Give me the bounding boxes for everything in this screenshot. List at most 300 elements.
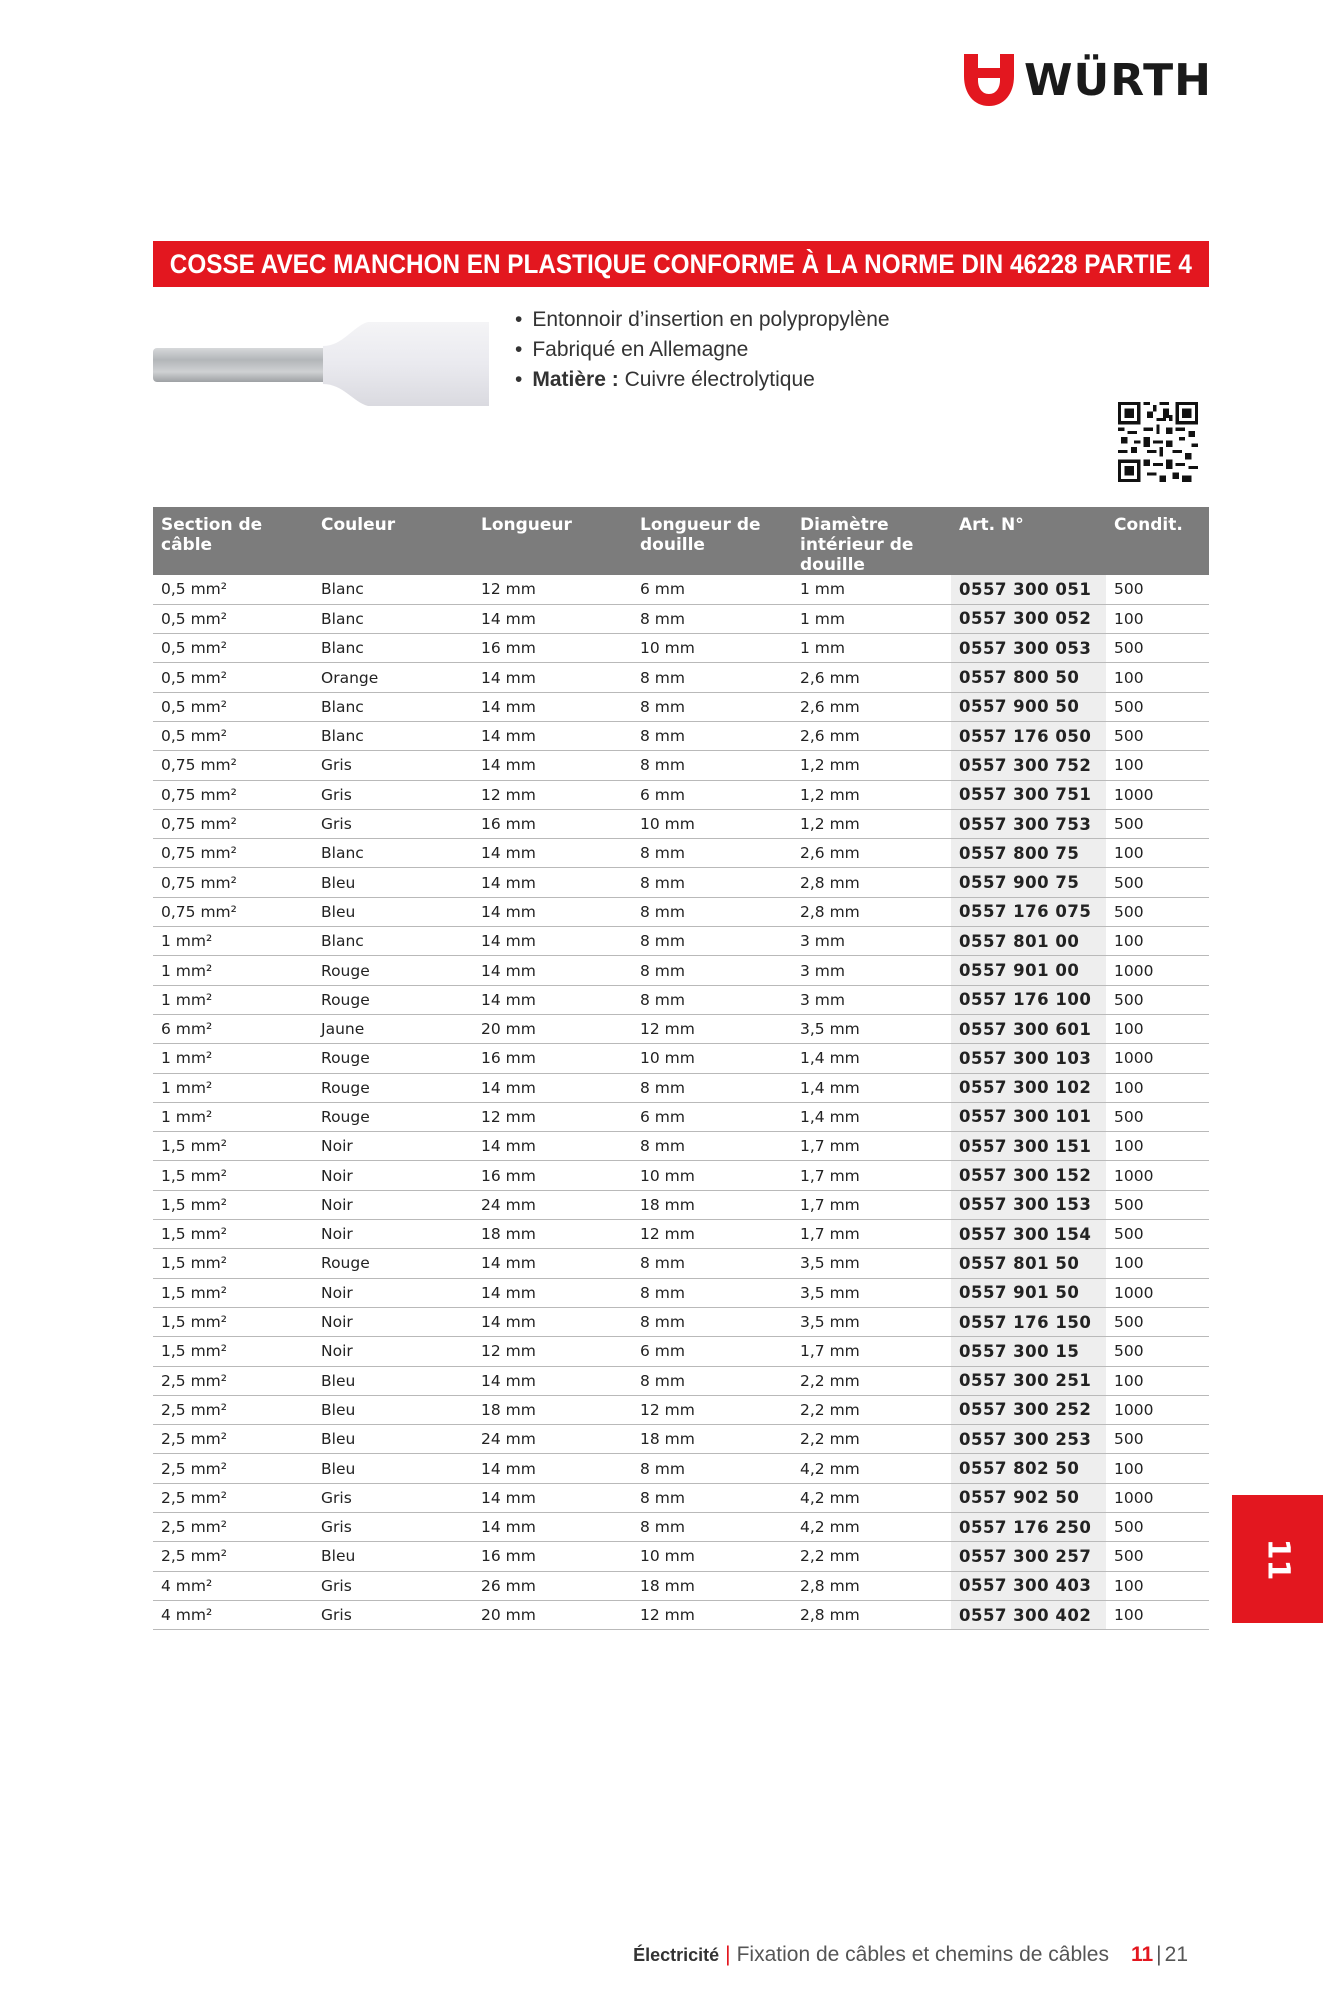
ferrule-product-image	[153, 318, 489, 408]
cell-length: 14 mm	[473, 751, 632, 780]
cell-length: 14 mm	[473, 1307, 632, 1336]
cell-section: 0,75 mm²	[153, 751, 313, 780]
cell-sleeve-length: 18 mm	[632, 1425, 792, 1454]
cell-section: 2,5 mm²	[153, 1366, 313, 1395]
brand-name: WÜRTH	[1024, 54, 1213, 106]
cell-color: Gris	[313, 1571, 473, 1600]
cell-section: 0,5 mm²	[153, 634, 313, 663]
cell-article-number: 0557 801 00	[951, 927, 1106, 956]
cell-color: Noir	[313, 1190, 473, 1219]
cell-packaging: 500	[1106, 809, 1209, 838]
cell-section: 0,75 mm²	[153, 809, 313, 838]
cell-article-number: 0557 800 75	[951, 839, 1106, 868]
footer-separator: |	[725, 1943, 731, 1966]
cell-length: 20 mm	[473, 1600, 632, 1629]
feature-list	[515, 305, 1015, 395]
cell-article-number: 0557 300 601	[951, 1014, 1106, 1043]
table-row	[153, 780, 1209, 809]
cell-inner-diameter: 2,6 mm	[792, 839, 951, 868]
table-row	[153, 956, 1209, 985]
cell-color: Blanc	[313, 839, 473, 868]
table-row	[153, 1073, 1209, 1102]
cell-sleeve-length: 12 mm	[632, 1395, 792, 1424]
cell-color: Noir	[313, 1220, 473, 1249]
table-row	[153, 1044, 1209, 1073]
cell-inner-diameter: 1,4 mm	[792, 1044, 951, 1073]
cell-packaging: 500	[1106, 1542, 1209, 1571]
cell-inner-diameter: 2,6 mm	[792, 663, 951, 692]
cell-sleeve-length: 8 mm	[632, 692, 792, 721]
cell-article-number: 0557 900 75	[951, 868, 1106, 897]
cell-color: Blanc	[313, 927, 473, 956]
table-row	[153, 1513, 1209, 1542]
page-number: 11	[1130, 1943, 1154, 1966]
cell-sleeve-length: 8 mm	[632, 663, 792, 692]
cell-packaging: 500	[1106, 1190, 1209, 1219]
cell-color: Gris	[313, 1600, 473, 1629]
cell-inner-diameter: 2,8 mm	[792, 897, 951, 926]
cell-length: 14 mm	[473, 1513, 632, 1542]
table-row	[153, 809, 1209, 838]
cell-article-number: 0557 176 075	[951, 897, 1106, 926]
cell-inner-diameter: 2,6 mm	[792, 721, 951, 750]
page-total-separator: |	[1156, 1943, 1162, 1966]
cell-length: 16 mm	[473, 1542, 632, 1571]
cell-article-number: 0557 300 052	[951, 604, 1106, 633]
cell-color: Gris	[313, 751, 473, 780]
cell-section: 1 mm²	[153, 927, 313, 956]
product-table	[153, 507, 1209, 1630]
table-header-row	[153, 507, 1209, 575]
cell-section: 0,75 mm²	[153, 897, 313, 926]
cell-packaging: 100	[1106, 1454, 1209, 1483]
cell-section: 0,5 mm²	[153, 663, 313, 692]
cell-article-number: 0557 900 50	[951, 692, 1106, 721]
cell-section: 1,5 mm²	[153, 1278, 313, 1307]
table-row	[153, 1190, 1209, 1219]
cell-length: 24 mm	[473, 1190, 632, 1219]
cell-inner-diameter: 2,8 mm	[792, 868, 951, 897]
feature-item: • Entonnoir d’insertion en polypropylène	[515, 305, 1015, 335]
cell-inner-diameter: 2,8 mm	[792, 1600, 951, 1629]
cell-section: 1,5 mm²	[153, 1337, 313, 1366]
cell-section: 4 mm²	[153, 1571, 313, 1600]
cell-article-number: 0557 300 252	[951, 1395, 1106, 1424]
cell-color: Rouge	[313, 1102, 473, 1131]
table-row	[153, 1395, 1209, 1424]
cell-color: Noir	[313, 1161, 473, 1190]
cell-length: 14 mm	[473, 985, 632, 1014]
cell-length: 16 mm	[473, 809, 632, 838]
cell-inner-diameter: 2,2 mm	[792, 1425, 951, 1454]
cell-color: Bleu	[313, 1395, 473, 1424]
cell-section: 1 mm²	[153, 1073, 313, 1102]
cell-section: 1 mm²	[153, 985, 313, 1014]
cell-article-number: 0557 300 251	[951, 1366, 1106, 1395]
cell-length: 14 mm	[473, 956, 632, 985]
cell-article-number: 0557 300 752	[951, 751, 1106, 780]
cell-color: Bleu	[313, 1454, 473, 1483]
cell-inner-diameter: 2,2 mm	[792, 1366, 951, 1395]
cell-packaging: 1000	[1106, 1044, 1209, 1073]
cell-packaging: 100	[1106, 1366, 1209, 1395]
cell-article-number: 0557 901 50	[951, 1278, 1106, 1307]
cell-inner-diameter: 4,2 mm	[792, 1513, 951, 1542]
cell-article-number: 0557 300 103	[951, 1044, 1106, 1073]
cell-color: Bleu	[313, 1542, 473, 1571]
cell-sleeve-length: 8 mm	[632, 1073, 792, 1102]
cell-length: 14 mm	[473, 1366, 632, 1395]
table-row	[153, 1425, 1209, 1454]
cell-sleeve-length: 12 mm	[632, 1600, 792, 1629]
cell-length: 14 mm	[473, 721, 632, 750]
qr-code[interactable]	[1118, 402, 1198, 482]
cell-color: Bleu	[313, 868, 473, 897]
table-row	[153, 692, 1209, 721]
cell-section: 1 mm²	[153, 956, 313, 985]
cell-section: 1,5 mm²	[153, 1132, 313, 1161]
cell-sleeve-length: 8 mm	[632, 868, 792, 897]
cell-packaging: 500	[1106, 575, 1209, 604]
table-row	[153, 1337, 1209, 1366]
cell-inner-diameter: 3,5 mm	[792, 1014, 951, 1043]
cell-length: 14 mm	[473, 868, 632, 897]
cell-sleeve-length: 6 mm	[632, 780, 792, 809]
table-row	[153, 575, 1209, 604]
cell-color: Noir	[313, 1337, 473, 1366]
cell-sleeve-length: 12 mm	[632, 1220, 792, 1249]
cell-article-number: 0557 300 153	[951, 1190, 1106, 1219]
cell-sleeve-length: 8 mm	[632, 897, 792, 926]
chapter-number: 11	[1260, 1538, 1295, 1580]
cell-length: 14 mm	[473, 927, 632, 956]
cell-inner-diameter: 1,7 mm	[792, 1190, 951, 1219]
cell-inner-diameter: 1,7 mm	[792, 1337, 951, 1366]
cell-article-number: 0557 901 00	[951, 956, 1106, 985]
cell-color: Orange	[313, 663, 473, 692]
header-sleeve-length: Longueur de douille	[632, 507, 792, 575]
cell-section: 0,5 mm²	[153, 575, 313, 604]
cell-packaging: 100	[1106, 1014, 1209, 1043]
cell-inner-diameter: 2,6 mm	[792, 692, 951, 721]
cell-section: 2,5 mm²	[153, 1513, 313, 1542]
cell-packaging: 1000	[1106, 1483, 1209, 1512]
cell-inner-diameter: 2,2 mm	[792, 1542, 951, 1571]
table-row	[153, 868, 1209, 897]
cell-section: 2,5 mm²	[153, 1542, 313, 1571]
cell-article-number: 0557 300 051	[951, 575, 1106, 604]
cell-article-number: 0557 300 053	[951, 634, 1106, 663]
cell-color: Blanc	[313, 692, 473, 721]
table-row	[153, 1542, 1209, 1571]
cell-section: 0,75 mm²	[153, 868, 313, 897]
cell-packaging: 500	[1106, 634, 1209, 663]
cell-article-number: 0557 300 402	[951, 1600, 1106, 1629]
cell-color: Blanc	[313, 575, 473, 604]
cell-article-number: 0557 300 15	[951, 1337, 1106, 1366]
cell-length: 16 mm	[473, 1044, 632, 1073]
header-packaging: Condit.	[1106, 507, 1209, 575]
cell-inner-diameter: 1 mm	[792, 604, 951, 633]
cell-packaging: 1000	[1106, 1161, 1209, 1190]
cell-inner-diameter: 3 mm	[792, 927, 951, 956]
cell-section: 0,75 mm²	[153, 780, 313, 809]
table-row	[153, 663, 1209, 692]
cell-section: 1,5 mm²	[153, 1307, 313, 1336]
cell-sleeve-length: 8 mm	[632, 927, 792, 956]
footer-subsection: Fixation de câbles et chemins de câbles	[736, 1943, 1109, 1966]
cell-article-number: 0557 300 753	[951, 809, 1106, 838]
table-row	[153, 985, 1209, 1014]
chapter-tab[interactable]	[1232, 1495, 1323, 1623]
cell-section: 1,5 mm²	[153, 1190, 313, 1219]
cell-length: 14 mm	[473, 663, 632, 692]
cell-article-number: 0557 176 100	[951, 985, 1106, 1014]
cell-length: 14 mm	[473, 1483, 632, 1512]
cell-inner-diameter: 3,5 mm	[792, 1278, 951, 1307]
cell-length: 24 mm	[473, 1425, 632, 1454]
cell-length: 16 mm	[473, 634, 632, 663]
cell-section: 2,5 mm²	[153, 1395, 313, 1424]
cell-inner-diameter: 1,2 mm	[792, 809, 951, 838]
footer-section: Électricité	[633, 1945, 720, 1965]
table-row	[153, 1161, 1209, 1190]
cell-packaging: 100	[1106, 1249, 1209, 1278]
table-row	[153, 1278, 1209, 1307]
cell-packaging: 100	[1106, 604, 1209, 633]
table-row	[153, 1454, 1209, 1483]
cell-article-number: 0557 300 102	[951, 1073, 1106, 1102]
cell-sleeve-length: 8 mm	[632, 956, 792, 985]
table-row	[153, 1014, 1209, 1043]
cell-section: 2,5 mm²	[153, 1483, 313, 1512]
feature-item: • Fabriqué en Allemagne	[515, 335, 1015, 365]
cell-length: 14 mm	[473, 1278, 632, 1307]
cell-section: 1 mm²	[153, 1102, 313, 1131]
cell-sleeve-length: 10 mm	[632, 1161, 792, 1190]
cell-color: Bleu	[313, 1425, 473, 1454]
cell-sleeve-length: 8 mm	[632, 1307, 792, 1336]
table-row	[153, 1483, 1209, 1512]
cell-article-number: 0557 801 50	[951, 1249, 1106, 1278]
cell-sleeve-length: 8 mm	[632, 604, 792, 633]
cell-sleeve-length: 8 mm	[632, 751, 792, 780]
cell-inner-diameter: 1,7 mm	[792, 1161, 951, 1190]
table-row	[153, 897, 1209, 926]
cell-color: Rouge	[313, 956, 473, 985]
cell-section: 1,5 mm²	[153, 1161, 313, 1190]
cell-article-number: 0557 300 151	[951, 1132, 1106, 1161]
cell-sleeve-length: 6 mm	[632, 575, 792, 604]
cell-sleeve-length: 8 mm	[632, 1249, 792, 1278]
cell-section: 2,5 mm²	[153, 1425, 313, 1454]
cell-length: 12 mm	[473, 575, 632, 604]
cell-sleeve-length: 6 mm	[632, 1337, 792, 1366]
cell-sleeve-length: 8 mm	[632, 1132, 792, 1161]
feature-label: Matière :	[532, 368, 619, 391]
cell-packaging: 500	[1106, 985, 1209, 1014]
cell-sleeve-length: 10 mm	[632, 809, 792, 838]
cell-article-number: 0557 300 253	[951, 1425, 1106, 1454]
cell-color: Bleu	[313, 897, 473, 926]
cell-inner-diameter: 3 mm	[792, 956, 951, 985]
cell-section: 6 mm²	[153, 1014, 313, 1043]
table-row	[153, 604, 1209, 633]
header-section: Section de câble	[153, 507, 313, 575]
cell-article-number: 0557 176 050	[951, 721, 1106, 750]
cell-length: 12 mm	[473, 1337, 632, 1366]
cell-length: 12 mm	[473, 780, 632, 809]
cell-inner-diameter: 2,2 mm	[792, 1395, 951, 1424]
cell-packaging: 1000	[1106, 1395, 1209, 1424]
table-row	[153, 1132, 1209, 1161]
cell-sleeve-length: 8 mm	[632, 1454, 792, 1483]
cell-color: Bleu	[313, 1366, 473, 1395]
cell-article-number: 0557 300 154	[951, 1220, 1106, 1249]
cell-color: Gris	[313, 809, 473, 838]
header-article-number: Art. N°	[951, 507, 1106, 575]
cell-article-number: 0557 300 101	[951, 1102, 1106, 1131]
cell-color: Gris	[313, 780, 473, 809]
cell-color: Jaune	[313, 1014, 473, 1043]
cell-inner-diameter: 1,7 mm	[792, 1132, 951, 1161]
cell-sleeve-length: 8 mm	[632, 985, 792, 1014]
cell-color: Rouge	[313, 1073, 473, 1102]
table-row	[153, 1307, 1209, 1336]
cell-length: 14 mm	[473, 1454, 632, 1483]
cell-article-number: 0557 300 152	[951, 1161, 1106, 1190]
cell-article-number: 0557 800 50	[951, 663, 1106, 692]
cell-color: Rouge	[313, 1249, 473, 1278]
header-inner-diameter: Diamètre intérieur de douille	[792, 507, 951, 575]
cell-sleeve-length: 10 mm	[632, 1044, 792, 1073]
cell-section: 4 mm²	[153, 1600, 313, 1629]
cell-packaging: 100	[1106, 1073, 1209, 1102]
cell-sleeve-length: 8 mm	[632, 1366, 792, 1395]
cell-sleeve-length: 8 mm	[632, 721, 792, 750]
cell-inner-diameter: 4,2 mm	[792, 1483, 951, 1512]
cell-inner-diameter: 1,2 mm	[792, 780, 951, 809]
cell-section: 1,5 mm²	[153, 1249, 313, 1278]
cell-section: 0,5 mm²	[153, 721, 313, 750]
product-title-banner	[153, 241, 1209, 287]
cell-packaging: 500	[1106, 1102, 1209, 1131]
cell-packaging: 100	[1106, 839, 1209, 868]
cell-color: Gris	[313, 1513, 473, 1542]
cell-packaging: 100	[1106, 927, 1209, 956]
cell-sleeve-length: 18 mm	[632, 1571, 792, 1600]
cell-article-number: 0557 902 50	[951, 1483, 1106, 1512]
cell-packaging: 500	[1106, 1425, 1209, 1454]
cell-sleeve-length: 8 mm	[632, 1513, 792, 1542]
cell-length: 12 mm	[473, 1102, 632, 1131]
cell-packaging: 500	[1106, 868, 1209, 897]
cell-inner-diameter: 1,7 mm	[792, 1220, 951, 1249]
table-row	[153, 1220, 1209, 1249]
cell-inner-diameter: 1 mm	[792, 575, 951, 604]
cell-inner-diameter: 3,5 mm	[792, 1249, 951, 1278]
table-row	[153, 634, 1209, 663]
cell-packaging: 1000	[1106, 1278, 1209, 1307]
cell-length: 14 mm	[473, 1132, 632, 1161]
cell-sleeve-length: 8 mm	[632, 1278, 792, 1307]
table-row	[153, 721, 1209, 750]
cell-packaging: 500	[1106, 1337, 1209, 1366]
cell-packaging: 500	[1106, 692, 1209, 721]
header-length: Longueur	[473, 507, 632, 575]
cell-packaging: 500	[1106, 1307, 1209, 1336]
header-color: Couleur	[313, 507, 473, 575]
cell-section: 0,75 mm²	[153, 839, 313, 868]
cell-article-number: 0557 300 403	[951, 1571, 1106, 1600]
cell-inner-diameter: 1,2 mm	[792, 751, 951, 780]
cell-article-number: 0557 176 250	[951, 1513, 1106, 1542]
table-row	[153, 927, 1209, 956]
cell-sleeve-length: 10 mm	[632, 1542, 792, 1571]
cell-section: 1,5 mm²	[153, 1220, 313, 1249]
cell-article-number: 0557 802 50	[951, 1454, 1106, 1483]
cell-article-number: 0557 176 150	[951, 1307, 1106, 1336]
cell-color: Blanc	[313, 721, 473, 750]
cell-length: 14 mm	[473, 1249, 632, 1278]
cell-packaging: 500	[1106, 897, 1209, 926]
table-row	[153, 1102, 1209, 1131]
cell-packaging: 100	[1106, 1600, 1209, 1629]
table-row	[153, 1249, 1209, 1278]
cell-color: Rouge	[313, 1044, 473, 1073]
cell-inner-diameter: 4,2 mm	[792, 1454, 951, 1483]
cell-length: 18 mm	[473, 1395, 632, 1424]
cell-packaging: 100	[1106, 663, 1209, 692]
cell-color: Blanc	[313, 634, 473, 663]
cell-inner-diameter: 1,4 mm	[792, 1073, 951, 1102]
cell-section: 0,5 mm²	[153, 692, 313, 721]
cell-color: Noir	[313, 1307, 473, 1336]
cell-article-number: 0557 300 257	[951, 1542, 1106, 1571]
cell-color: Gris	[313, 1483, 473, 1512]
table-row	[153, 839, 1209, 868]
cell-packaging: 100	[1106, 1132, 1209, 1161]
cell-section: 0,5 mm²	[153, 604, 313, 633]
cell-sleeve-length: 12 mm	[632, 1014, 792, 1043]
cell-section: 1 mm²	[153, 1044, 313, 1073]
feature-item: • Matière : Cuivre électrolytique	[515, 365, 1015, 395]
table-row	[153, 751, 1209, 780]
cell-packaging: 1000	[1106, 956, 1209, 985]
cell-length: 26 mm	[473, 1571, 632, 1600]
table-row	[153, 1600, 1209, 1629]
table-row	[153, 1571, 1209, 1600]
wurth-logo-icon	[964, 54, 1014, 106]
product-title: COSSE AVEC MANCHON EN PLASTIQUE CONFORME À LA NORME DIN 46228 PARTIE 4	[169, 248, 1193, 279]
cell-length: 14 mm	[473, 692, 632, 721]
cell-sleeve-length: 18 mm	[632, 1190, 792, 1219]
cell-color: Noir	[313, 1278, 473, 1307]
cell-length: 14 mm	[473, 604, 632, 633]
cell-length: 14 mm	[473, 897, 632, 926]
table-row	[153, 1366, 1209, 1395]
cell-length: 14 mm	[473, 839, 632, 868]
cell-inner-diameter: 1,4 mm	[792, 1102, 951, 1131]
cell-color: Rouge	[313, 985, 473, 1014]
cell-length: 20 mm	[473, 1014, 632, 1043]
cell-length: 16 mm	[473, 1161, 632, 1190]
cell-color: Noir	[313, 1132, 473, 1161]
cell-color: Blanc	[313, 604, 473, 633]
cell-length: 18 mm	[473, 1220, 632, 1249]
cell-inner-diameter: 2,8 mm	[792, 1571, 951, 1600]
cell-sleeve-length: 8 mm	[632, 839, 792, 868]
